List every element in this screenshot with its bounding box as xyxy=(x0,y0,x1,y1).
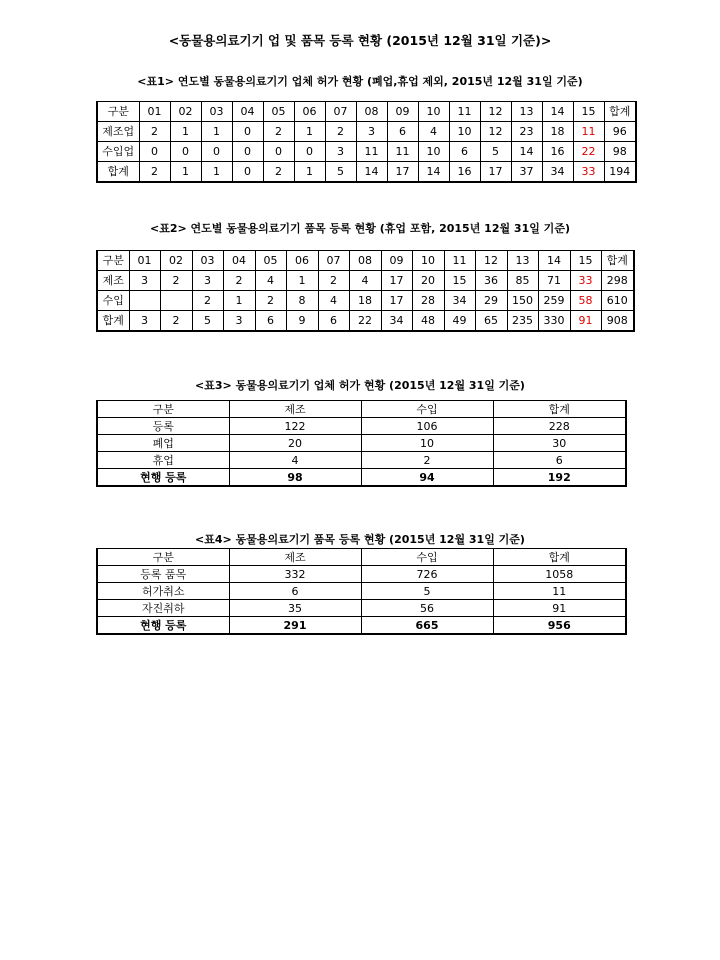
table-cell: 30 xyxy=(493,435,626,452)
table4-caption: <표4> 동물용의료기기 품목 등록 현황 (2015년 12월 31일 기준) xyxy=(195,533,525,546)
row-label-cell: 등록 품목 xyxy=(97,566,229,583)
table-cell: 8 xyxy=(286,291,318,311)
table-cell: 33 xyxy=(573,162,604,183)
table-cell: 71 xyxy=(538,271,570,291)
table-cell: 1 xyxy=(286,271,318,291)
table-row xyxy=(97,418,626,435)
header-cell: 05 xyxy=(263,102,294,122)
table-cell: 5 xyxy=(325,162,356,183)
table-cell: 2 xyxy=(325,122,356,142)
table-cell: 36 xyxy=(475,271,507,291)
table-cell: 1058 xyxy=(493,566,626,583)
table-cell: 23 xyxy=(511,122,542,142)
table1-business-license-by-year xyxy=(96,101,637,183)
table-cell: 17 xyxy=(381,271,412,291)
header-cell: 10 xyxy=(412,251,444,271)
table1-caption: <표1> 연도별 동물용의료기기 업체 허가 현황 (폐업,휴업 제외, 2015년 12월 31일 기준) xyxy=(137,75,583,88)
table-cell: 3 xyxy=(356,122,387,142)
header-cell: 08 xyxy=(356,102,387,122)
table-cell: 106 xyxy=(361,418,493,435)
row-label-cell: 수입업 xyxy=(97,142,139,162)
header-cell: 06 xyxy=(294,102,325,122)
table-cell xyxy=(129,291,160,311)
table3-caption: <표3> 동물용의료기기 업체 허가 현황 (2015년 12월 31일 기준) xyxy=(195,379,525,392)
header-cell: 수입 xyxy=(361,549,493,566)
table-cell: 4 xyxy=(255,271,286,291)
table-cell: 1 xyxy=(201,162,232,183)
header-cell: 수입 xyxy=(361,401,493,418)
table-cell: 22 xyxy=(573,142,604,162)
table-cell: 2 xyxy=(318,271,349,291)
table-cell: 150 xyxy=(507,291,538,311)
header-cell: 06 xyxy=(286,251,318,271)
header-cell: 07 xyxy=(318,251,349,271)
table-cell: 330 xyxy=(538,311,570,332)
table-cell: 228 xyxy=(493,418,626,435)
table-cell xyxy=(160,291,192,311)
header-cell: 03 xyxy=(192,251,223,271)
header-cell: 14 xyxy=(542,102,573,122)
table-header-row xyxy=(97,251,634,271)
table-row xyxy=(97,435,626,452)
header-cell: 구분 xyxy=(97,251,129,271)
table-cell: 56 xyxy=(361,600,493,617)
table-cell: 2 xyxy=(139,122,170,142)
table3-business-license-status xyxy=(96,400,627,487)
header-cell: 구분 xyxy=(97,102,139,122)
table-cell: 1 xyxy=(170,162,201,183)
table-header-row xyxy=(97,549,626,566)
table-cell: 332 xyxy=(229,566,361,583)
table-header-row xyxy=(97,401,626,418)
table-cell: 0 xyxy=(232,122,263,142)
table-cell: 1 xyxy=(170,122,201,142)
header-cell: 09 xyxy=(387,102,418,122)
table-cell: 6 xyxy=(387,122,418,142)
header-cell: 15 xyxy=(570,251,601,271)
table-cell: 16 xyxy=(542,142,573,162)
table-cell: 18 xyxy=(349,291,381,311)
table-cell: 2 xyxy=(361,452,493,469)
table-cell: 18 xyxy=(542,122,573,142)
table-cell: 11 xyxy=(356,142,387,162)
header-cell: 04 xyxy=(232,102,263,122)
table-cell: 2 xyxy=(160,271,192,291)
row-label-cell: 제조 xyxy=(97,271,129,291)
table-row xyxy=(97,583,626,600)
header-cell: 11 xyxy=(449,102,480,122)
table-cell: 726 xyxy=(361,566,493,583)
row-label-cell: 합계 xyxy=(97,162,139,183)
table-cell: 48 xyxy=(412,311,444,332)
table-cell: 298 xyxy=(601,271,634,291)
table-cell: 94 xyxy=(361,469,493,487)
row-label-cell: 휴업 xyxy=(97,452,229,469)
row-label-cell: 등록 xyxy=(97,418,229,435)
table-row xyxy=(97,291,634,311)
table-cell: 235 xyxy=(507,311,538,332)
table-row xyxy=(97,142,636,162)
header-cell: 합계 xyxy=(601,251,634,271)
table-cell: 0 xyxy=(263,142,294,162)
row-label-cell: 폐업 xyxy=(97,435,229,452)
header-cell: 01 xyxy=(129,251,160,271)
header-cell: 09 xyxy=(381,251,412,271)
table-row xyxy=(97,469,626,487)
table-cell: 35 xyxy=(229,600,361,617)
header-cell: 11 xyxy=(444,251,475,271)
header-cell: 구분 xyxy=(97,401,229,418)
table-cell: 22 xyxy=(349,311,381,332)
table-cell: 98 xyxy=(229,469,361,487)
table-cell: 908 xyxy=(601,311,634,332)
header-cell: 08 xyxy=(349,251,381,271)
table-cell: 65 xyxy=(475,311,507,332)
table-cell: 58 xyxy=(570,291,601,311)
table-cell: 3 xyxy=(223,311,255,332)
table-cell: 665 xyxy=(361,617,493,635)
table-cell: 2 xyxy=(263,122,294,142)
header-cell: 05 xyxy=(255,251,286,271)
table-cell: 15 xyxy=(444,271,475,291)
table-row xyxy=(97,162,636,183)
table-row xyxy=(97,452,626,469)
row-label-cell: 수입 xyxy=(97,291,129,311)
table-row xyxy=(97,617,626,635)
row-label-cell: 자진취하 xyxy=(97,600,229,617)
header-cell: 02 xyxy=(170,102,201,122)
table-cell: 0 xyxy=(201,142,232,162)
table-cell: 194 xyxy=(604,162,636,183)
table-cell: 0 xyxy=(170,142,201,162)
table-cell: 610 xyxy=(601,291,634,311)
row-label-cell: 허가취소 xyxy=(97,583,229,600)
table-cell: 98 xyxy=(604,142,636,162)
table-cell: 96 xyxy=(604,122,636,142)
table-cell: 259 xyxy=(538,291,570,311)
header-cell: 15 xyxy=(573,102,604,122)
header-cell: 합계 xyxy=(493,401,626,418)
table-cell: 2 xyxy=(255,291,286,311)
header-cell: 합계 xyxy=(493,549,626,566)
table-cell: 4 xyxy=(229,452,361,469)
header-cell: 제조 xyxy=(229,549,361,566)
table-cell: 1 xyxy=(294,122,325,142)
table-cell: 14 xyxy=(511,142,542,162)
header-cell: 03 xyxy=(201,102,232,122)
table-cell: 956 xyxy=(493,617,626,635)
table-cell: 9 xyxy=(286,311,318,332)
table-cell: 17 xyxy=(387,162,418,183)
header-cell: 04 xyxy=(223,251,255,271)
header-cell: 10 xyxy=(418,102,449,122)
table-header-row xyxy=(97,102,636,122)
table-cell: 49 xyxy=(444,311,475,332)
table-cell: 4 xyxy=(349,271,381,291)
table-cell: 0 xyxy=(294,142,325,162)
table-cell: 6 xyxy=(493,452,626,469)
table-cell: 6 xyxy=(318,311,349,332)
table-cell: 5 xyxy=(480,142,511,162)
table2-item-registration-by-year xyxy=(96,250,635,332)
table-cell: 192 xyxy=(493,469,626,487)
table-cell: 28 xyxy=(412,291,444,311)
header-cell: 13 xyxy=(511,102,542,122)
table-cell: 6 xyxy=(255,311,286,332)
table-cell: 11 xyxy=(387,142,418,162)
table-cell: 20 xyxy=(412,271,444,291)
row-label-cell: 현행 등록 xyxy=(97,469,229,487)
table-cell: 4 xyxy=(418,122,449,142)
table-cell: 17 xyxy=(381,291,412,311)
table-cell: 6 xyxy=(449,142,480,162)
header-cell: 12 xyxy=(475,251,507,271)
table-cell: 10 xyxy=(449,122,480,142)
table-cell: 3 xyxy=(129,271,160,291)
row-label-cell: 합계 xyxy=(97,311,129,332)
table-cell: 85 xyxy=(507,271,538,291)
table-cell: 2 xyxy=(223,271,255,291)
header-cell: 14 xyxy=(538,251,570,271)
table-cell: 34 xyxy=(381,311,412,332)
row-label-cell: 제조업 xyxy=(97,122,139,142)
header-cell: 12 xyxy=(480,102,511,122)
document-title: <동물용의료기기 업 및 품목 등록 현황 (2015년 12월 31일 기준)> xyxy=(168,33,552,48)
table-cell: 2 xyxy=(139,162,170,183)
header-cell: 01 xyxy=(139,102,170,122)
table-cell: 14 xyxy=(356,162,387,183)
table-cell: 3 xyxy=(325,142,356,162)
table-cell: 10 xyxy=(418,142,449,162)
header-cell: 13 xyxy=(507,251,538,271)
table-cell: 33 xyxy=(570,271,601,291)
table-cell: 5 xyxy=(361,583,493,600)
table-row xyxy=(97,271,634,291)
table-cell: 0 xyxy=(232,162,263,183)
table-cell: 29 xyxy=(475,291,507,311)
table-cell: 10 xyxy=(361,435,493,452)
table-cell: 1 xyxy=(294,162,325,183)
table-cell: 122 xyxy=(229,418,361,435)
header-cell: 02 xyxy=(160,251,192,271)
row-label-cell: 현행 등록 xyxy=(97,617,229,635)
header-cell: 제조 xyxy=(229,401,361,418)
table-cell: 3 xyxy=(192,271,223,291)
table-row xyxy=(97,122,636,142)
table-cell: 11 xyxy=(573,122,604,142)
table-cell: 3 xyxy=(129,311,160,332)
header-cell: 07 xyxy=(325,102,356,122)
table-cell: 4 xyxy=(318,291,349,311)
table-row xyxy=(97,566,626,583)
table-cell: 6 xyxy=(229,583,361,600)
table-cell: 91 xyxy=(570,311,601,332)
table-row xyxy=(97,600,626,617)
table-cell: 12 xyxy=(480,122,511,142)
table-cell: 34 xyxy=(444,291,475,311)
table2-caption: <표2> 연도별 동물용의료기기 품목 등록 현황 (휴업 포함, 2015년 12월 31일 기준) xyxy=(150,222,570,235)
table-cell: 291 xyxy=(229,617,361,635)
table-cell: 37 xyxy=(511,162,542,183)
table-cell: 20 xyxy=(229,435,361,452)
table-cell: 0 xyxy=(232,142,263,162)
table-row xyxy=(97,311,634,332)
table-cell: 0 xyxy=(139,142,170,162)
table-cell: 5 xyxy=(192,311,223,332)
table-cell: 2 xyxy=(160,311,192,332)
table-cell: 16 xyxy=(449,162,480,183)
table-cell: 1 xyxy=(223,291,255,311)
table-cell: 14 xyxy=(418,162,449,183)
table-cell: 1 xyxy=(201,122,232,142)
table-cell: 17 xyxy=(480,162,511,183)
table-cell: 91 xyxy=(493,600,626,617)
table-cell: 34 xyxy=(542,162,573,183)
header-cell: 합계 xyxy=(604,102,636,122)
header-cell: 구분 xyxy=(97,549,229,566)
table-cell: 11 xyxy=(493,583,626,600)
table-cell: 2 xyxy=(192,291,223,311)
table4-item-registration-status xyxy=(96,548,627,635)
table-cell: 2 xyxy=(263,162,294,183)
